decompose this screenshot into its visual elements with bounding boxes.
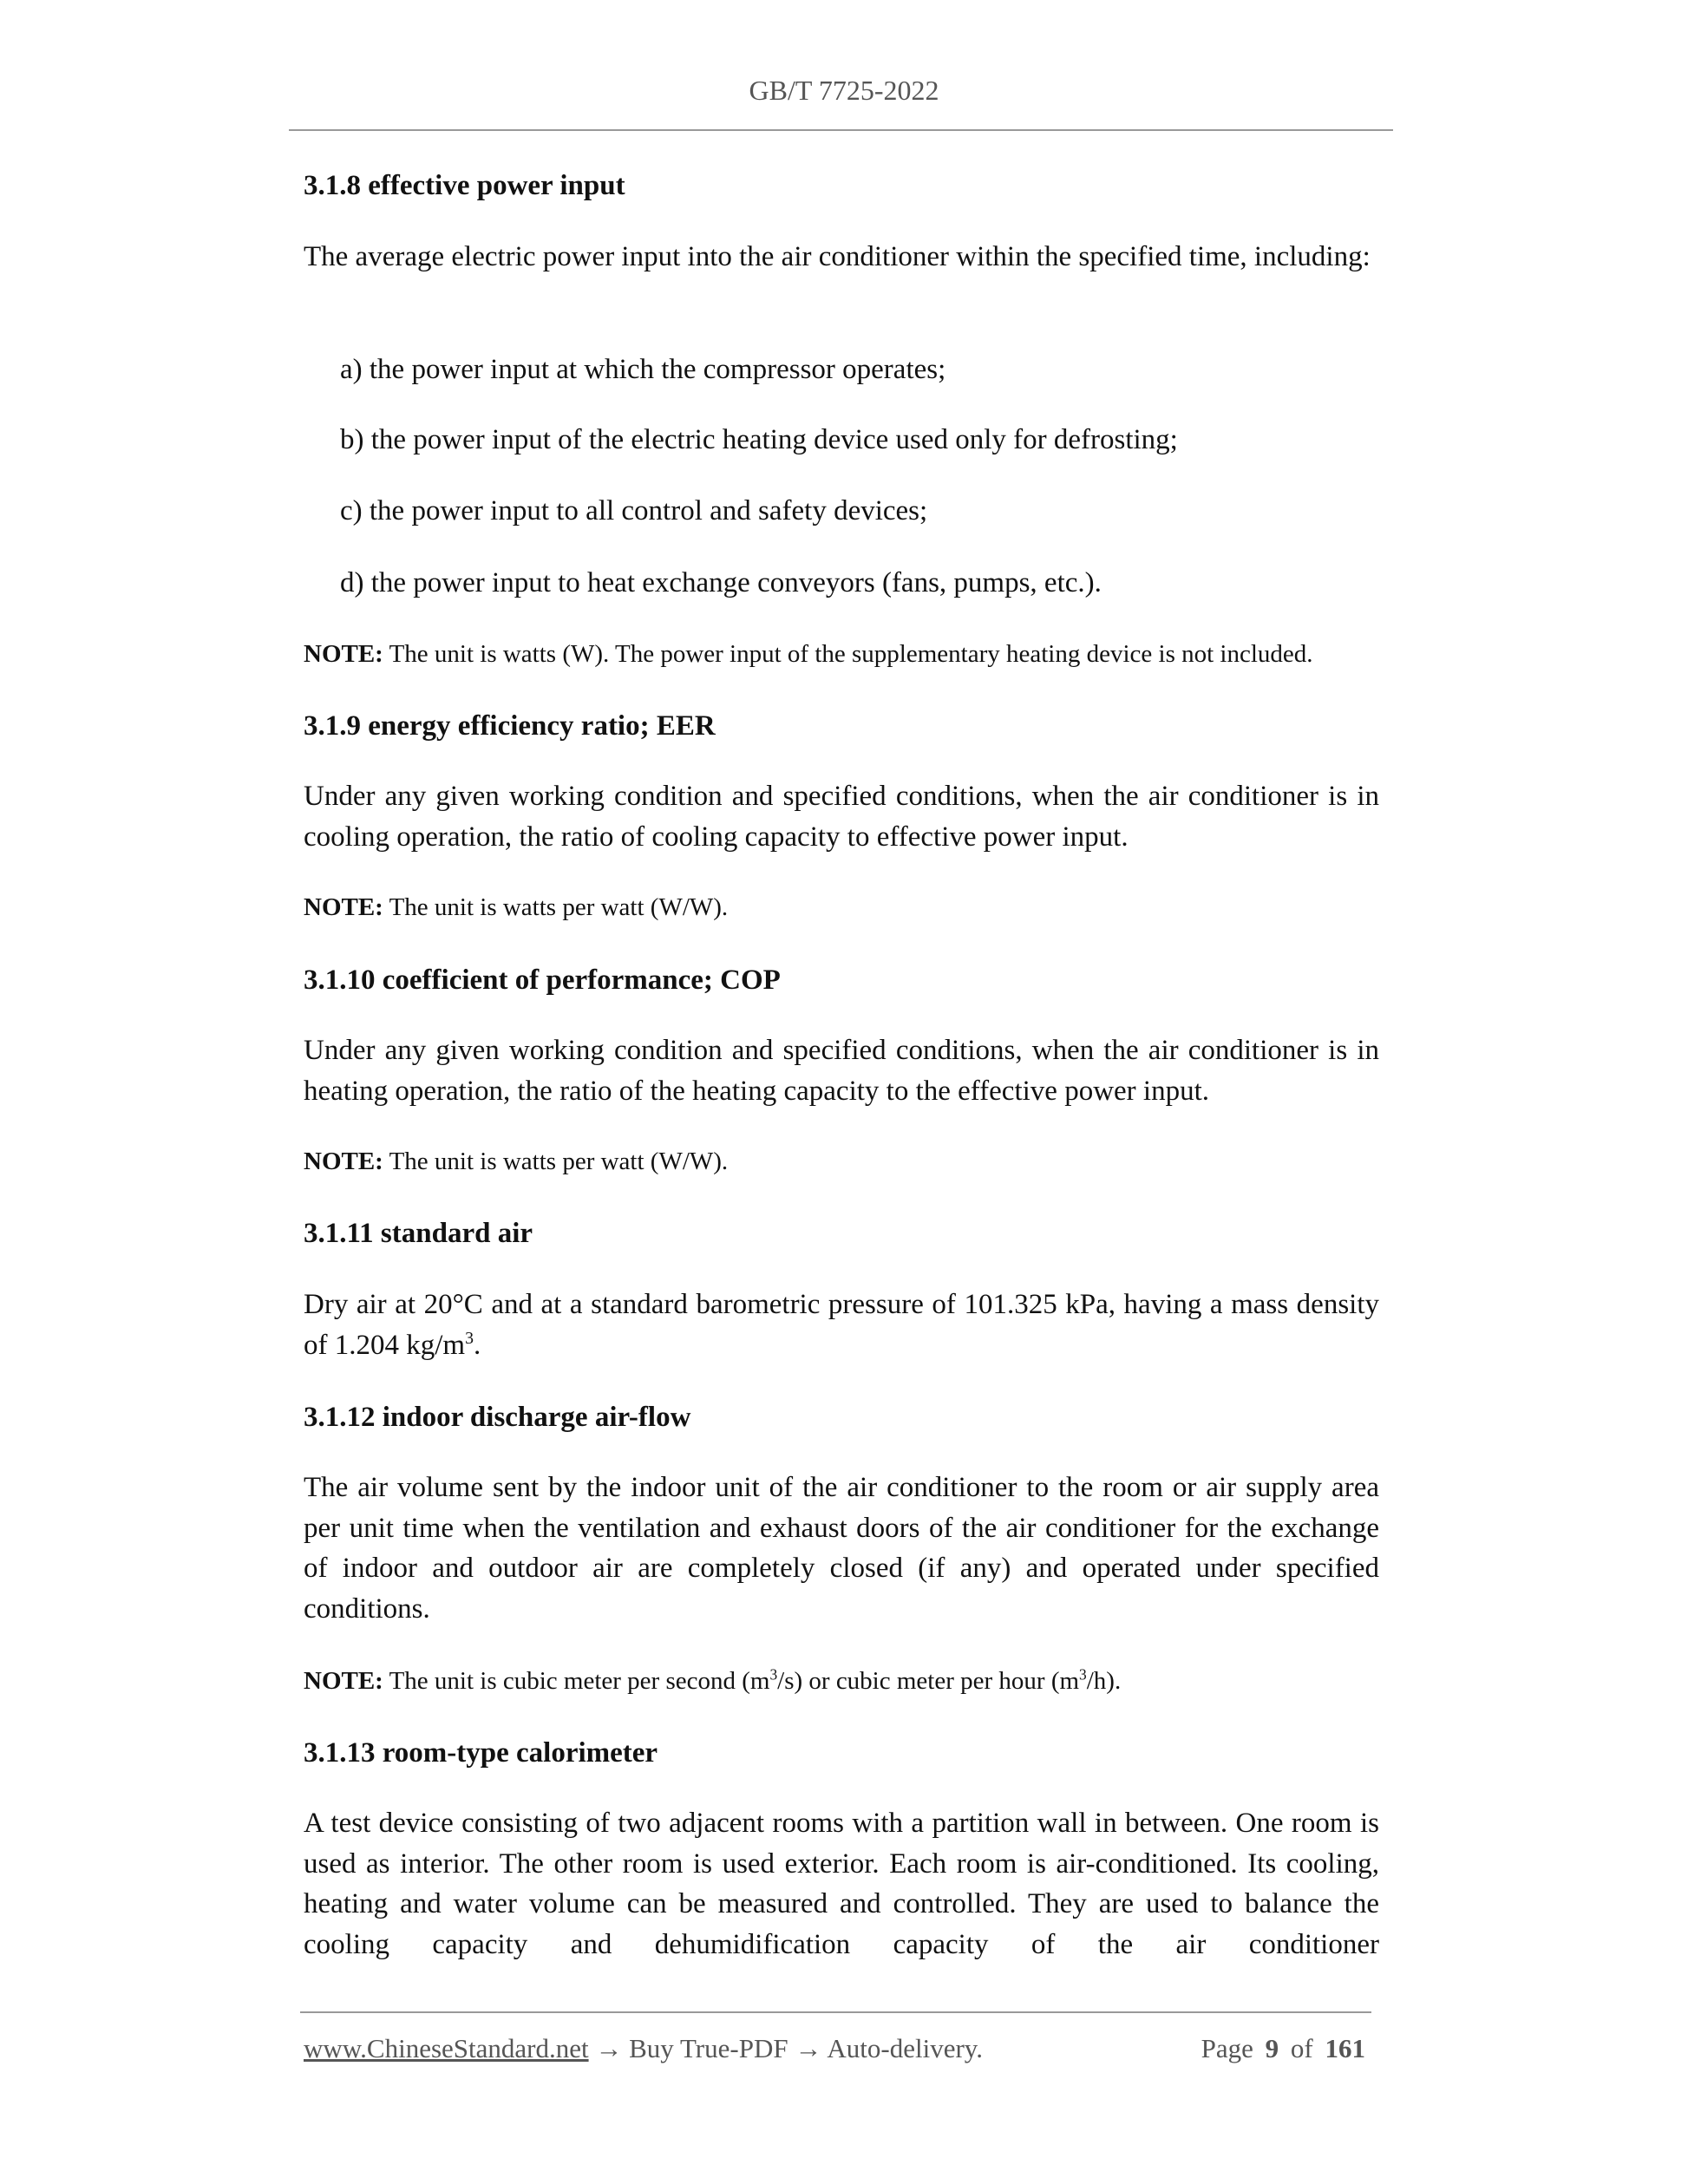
page-number xyxy=(1201,2033,1365,2064)
section-text-3-1-12: The air volume sent by the indoor unit of the air conditioner to the room or air supply area per unit time when the ventilation and exhaust doors of the air conditioner for the exchange of indoor and outdoor air are completely closed (if any) and operated under specified conditions. xyxy=(304,1472,1379,1625)
section-heading-3-1-8: 3.1.8 effective power input xyxy=(304,170,625,201)
note-text: The unit is watts (W). The power input of the supplementary heating device is not included. xyxy=(383,640,1313,668)
superscript: 3 xyxy=(465,1328,474,1348)
section-text-3-1-9: Under any given working condition and specified conditions, when the air conditioner is in cooling operation, the ratio of cooling capacity to effective power input. xyxy=(304,781,1379,853)
para-end: . xyxy=(473,1329,481,1361)
section-text-3-1-10: Under any given working condition and specified conditions, when the air conditioner is in heating operation, the ratio of the heating capacity to the effective power input. xyxy=(304,1035,1379,1107)
website-link[interactable]: www.ChineseStandard.net xyxy=(304,2033,589,2063)
section-text-3-1-11 xyxy=(304,1285,1379,1365)
list-item-c: c) the power input to all control and safety devices; xyxy=(340,495,928,526)
note-label: NOTE: xyxy=(304,893,383,921)
header-divider xyxy=(289,129,1393,131)
list-item-b: b) the power input of the electric heating device used only for defrosting; xyxy=(340,424,1178,455)
note-text: /h). xyxy=(1086,1667,1122,1695)
section-heading-3-1-9: 3.1.9 energy efficiency ratio; EER xyxy=(304,710,716,742)
para-text: Dry air at 20°C and at a standard barometric pressure of 101.325 kPa, having a mass density of 1.204 kg/m xyxy=(304,1289,1379,1361)
note-label: NOTE: xyxy=(304,640,383,668)
note-text: The unit is cubic meter per second (m xyxy=(383,1667,770,1695)
note-3-1-10 xyxy=(304,1144,1388,1179)
note-3-1-8 xyxy=(304,637,1388,671)
footer-promo xyxy=(304,2033,983,2064)
list-item-a: a) the power input at which the compressor operates; xyxy=(340,354,946,385)
buy-text: Buy True-PDF xyxy=(629,2033,788,2063)
note-label: NOTE: xyxy=(304,1148,383,1175)
of-label: of xyxy=(1290,2033,1313,2063)
section-heading-3-1-11: 3.1.11 standard air xyxy=(304,1218,533,1249)
note-3-1-12 xyxy=(304,1664,1388,1698)
document-id-header: GB/T 7725-2022 xyxy=(749,75,939,106)
section-text-3-1-13: A test device consisting of two adjacent rooms with a partition wall in between. One room is used as interior. The other room is used exterior. Each room is air-conditioned. Its cooling, heating and water volume can be measured and controlled. They are used to balance the cooling capacity and dehumidification capacity of the air conditioner xyxy=(304,1808,1379,1960)
footer-divider xyxy=(300,2011,1371,2013)
section-heading-3-1-12: 3.1.12 indoor discharge air-flow xyxy=(304,1402,691,1433)
page-label: Page xyxy=(1201,2033,1253,2063)
superscript: 3 xyxy=(1079,1665,1087,1684)
note-text: The unit is watts per watt (W/W). xyxy=(383,1148,729,1175)
arrow-icon: → xyxy=(788,2033,828,2063)
list-item-d: d) the power input to heat exchange conveyors (fans, pumps, etc.). xyxy=(340,567,1102,598)
note-text: The unit is watts per watt (W/W). xyxy=(383,893,729,921)
delivery-text: Auto-delivery. xyxy=(827,2033,984,2063)
superscript: 3 xyxy=(769,1665,778,1684)
current-page: 9 xyxy=(1265,2033,1279,2063)
note-3-1-9 xyxy=(304,890,1388,925)
note-text: /s) or cubic meter per hour (m xyxy=(777,1667,1080,1695)
section-heading-3-1-10: 3.1.10 coefficient of performance; COP xyxy=(304,964,781,996)
section-text-3-1-8: The average electric power input into the air conditioner within the specified time, including: xyxy=(304,241,1371,272)
section-heading-3-1-13: 3.1.13 room-type calorimeter xyxy=(304,1737,658,1769)
total-pages: 161 xyxy=(1325,2033,1365,2063)
arrow-icon: → xyxy=(588,2033,630,2063)
note-label: NOTE: xyxy=(304,1667,383,1695)
